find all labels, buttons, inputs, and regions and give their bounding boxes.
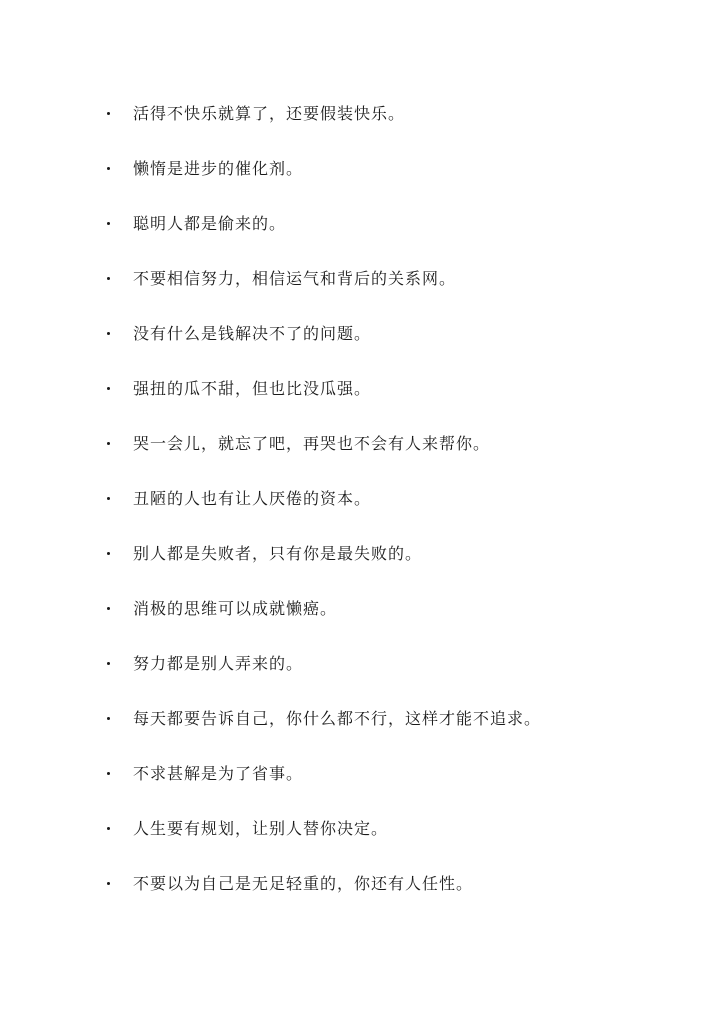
list-item <box>107 141 667 196</box>
list-item-text: 哭一会儿，就忘了吧，再哭也不会有人来帮你。 <box>133 433 491 453</box>
bullet-icon <box>107 717 110 720</box>
list-item-text: 人生要有规划，让别人替你决定。 <box>133 818 389 838</box>
list-item-text: 丑陋的人也有让人厌倦的资本。 <box>133 488 372 508</box>
list-item <box>107 636 667 691</box>
bullet-icon <box>107 332 110 335</box>
list-item-text: 努力都是别人弄来的。 <box>133 653 304 673</box>
list-item-text: 别人都是失败者，只有你是最失败的。 <box>133 543 423 563</box>
list-item-text: 不要以为自己是无足轻重的，你还有人任性。 <box>133 873 474 893</box>
bullet-icon <box>107 112 110 115</box>
list-item <box>107 526 667 581</box>
list-item <box>107 361 667 416</box>
bullet-icon <box>107 662 110 665</box>
bullet-icon <box>107 607 110 610</box>
bullet-icon <box>107 167 110 170</box>
list-item <box>107 856 667 911</box>
bullet-icon <box>107 772 110 775</box>
list-item-text: 活得不快乐就算了，还要假装快乐。 <box>133 103 406 123</box>
list-item <box>107 306 667 361</box>
bullet-icon <box>107 277 110 280</box>
list-item <box>107 86 667 141</box>
quote-list <box>107 86 667 911</box>
list-item <box>107 196 667 251</box>
list-item <box>107 801 667 856</box>
bullet-icon <box>107 497 110 500</box>
list-item <box>107 471 667 526</box>
list-item-text: 每天都要告诉自己，你什么都不行，这样才能不追求。 <box>133 708 542 728</box>
list-item <box>107 581 667 636</box>
list-item-text: 不要相信努力，相信运气和背后的关系网。 <box>133 268 457 288</box>
bullet-icon <box>107 387 110 390</box>
bullet-icon <box>107 882 110 885</box>
list-item-text: 聪明人都是偷来的。 <box>133 213 287 233</box>
bullet-icon <box>107 442 110 445</box>
list-item <box>107 251 667 306</box>
list-item-text: 没有什么是钱解决不了的问题。 <box>133 323 372 343</box>
list-item-text: 消极的思维可以成就懒癌。 <box>133 598 338 618</box>
list-item-text: 懒惰是进步的催化剂。 <box>133 158 304 178</box>
list-item <box>107 746 667 801</box>
list-item <box>107 691 667 746</box>
bullet-icon <box>107 222 110 225</box>
bullet-icon <box>107 827 110 830</box>
list-item-text: 强扭的瓜不甜，但也比没瓜强。 <box>133 378 372 398</box>
bullet-icon <box>107 552 110 555</box>
list-item-text: 不求甚解是为了省事。 <box>133 763 304 783</box>
list-item <box>107 416 667 471</box>
